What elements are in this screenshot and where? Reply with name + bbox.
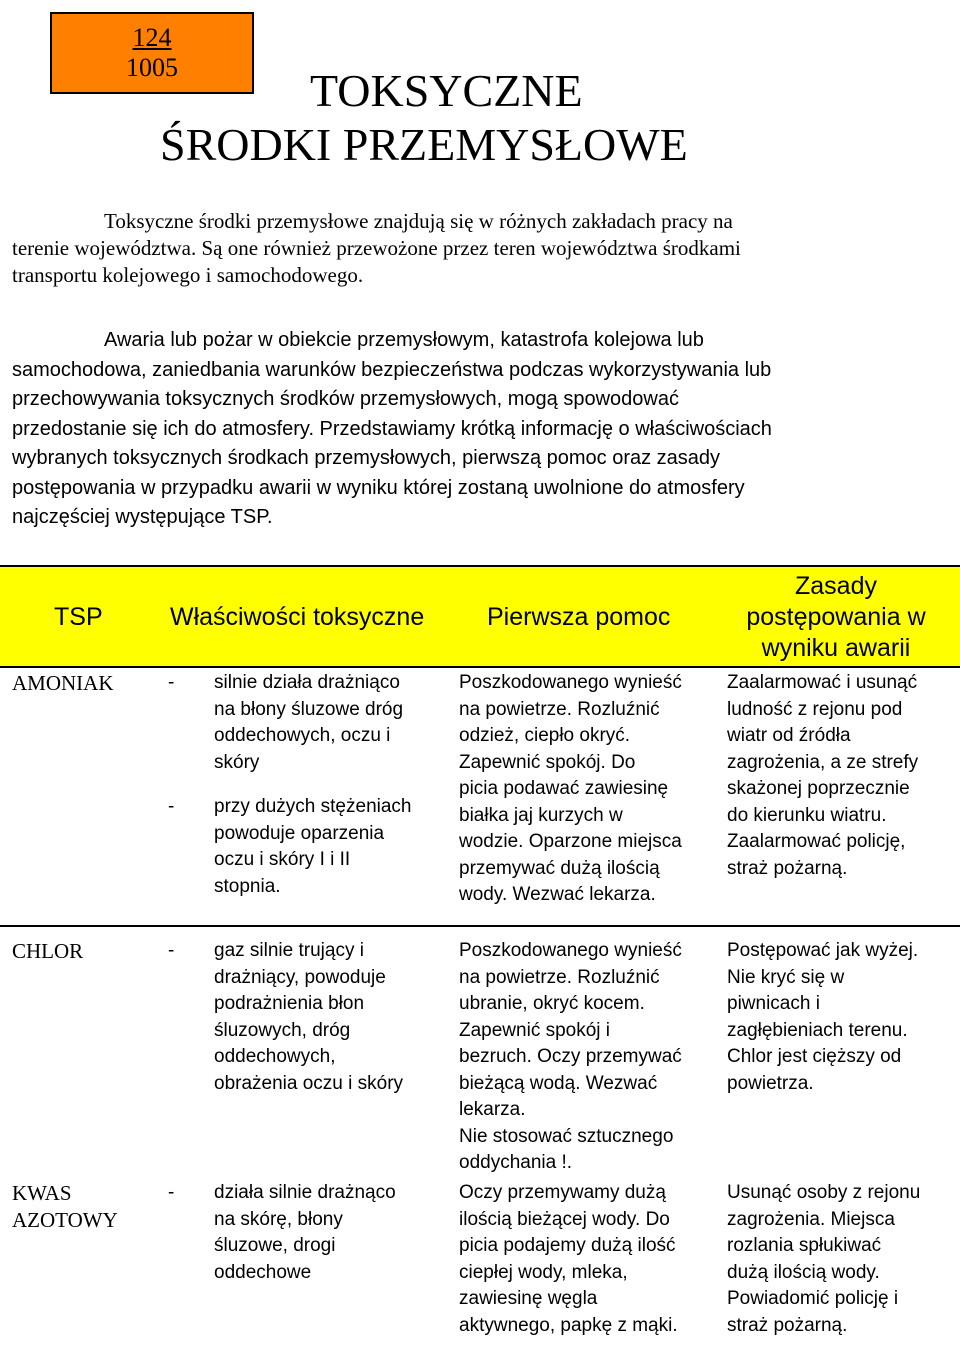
property-item: - gaz silnie trujący i drażniący, powoduje podrażnienia błon śluzowych, dróg oddechowych, obrażenia oczu i skóry bbox=[168, 940, 404, 1094]
hazard-code-2: 1005 bbox=[126, 53, 178, 82]
row-divider bbox=[0, 925, 960, 927]
rules-amoniak: Zaalarmować i usunąć ludność z rejonu pod wiatr od źródła zagrożenia, a ze strefy skażonej poprzecznie do kierunku wiatru. Zaalarmować policję, straż pożarną. bbox=[727, 672, 919, 879]
intro-paragraph-2: Awaria lub pożar w obiekcie przemysłowym, katastrofa kolejowa lub samochodowa, zaniedbania warunków bezpieczeństwa podczas wykorzystywania lub przechowywania toksycznych środków przemysłowych, mogą spowodować przedostanie się ich do atmosfery. Przedstawiamy krótką informację o właściwościach wybranych toksycznych środkach przemysłowych, pierwszą pomoc oraz zasady postępowania w przypadku awarii w wyniku której zostaną uwolnione do atmosfery najczęściej występujące TSP. bbox=[12, 329, 772, 528]
properties-chlor bbox=[168, 938, 443, 1115]
rules-chlor: Postępować jak wyżej. Nie kryć się w piwnicach i zagłębieniach terenu. Chlor jest cięższy od powietrza. bbox=[727, 940, 919, 1094]
property-item: - silnie działa drażniąco na błony śluzowe dróg oddechowych, oczu i skóry bbox=[168, 672, 404, 773]
first-aid-chlor: Poszkodowanego wynieść na powietrze. Rozluźnić ubranie, okryć kocem. Zapewnić spokój i bezruch. Oczy przemywać bieżącą wodą. Wezwać lekarza. Nie stosować sztucznego oddychania !. bbox=[459, 940, 682, 1173]
header-rules: Zasady postępowania w wyniku awarii bbox=[746, 572, 926, 662]
properties-kwas-azotowy bbox=[168, 1180, 443, 1304]
rules-kwas-azotowy: Usunąć osoby z rejonu zagrożenia. Miejsca rozlania spłukiwać dużą ilością wody. Powiadomić policję i straż pożarną. bbox=[727, 1182, 921, 1336]
table-header bbox=[0, 565, 960, 668]
hazard-code-1: 124 bbox=[132, 23, 172, 52]
header-tsp: TSP bbox=[54, 603, 103, 631]
row-name-chlor: CHLOR bbox=[12, 939, 84, 963]
first-aid-amoniak: Poszkodowanego wynieść na powietrze. Rozluźnić odzież, ciepło okryć. Zapewnić spokój. Do picia podawać zawiesinę białka jaj kurzych w wodzie. Oparzone miejsca przemywać dużą ilością wody. Wezwać lekarza. bbox=[459, 672, 682, 905]
hazard-code-badge bbox=[50, 12, 254, 94]
row-name-kwas-azotowy: KWAS AZOTOWY bbox=[12, 1181, 118, 1232]
property-item: - przy dużych stężeniach powoduje oparzenia oczu i skóry I i II stopnia. bbox=[168, 796, 412, 897]
intro-paragraph-1: Toksyczne środki przemysłowe znajdują się w różnych zakładach pracy na terenie województwa. Są one również przewożone przez teren województwa środkami transportu kolejowego i samochodowego. bbox=[12, 209, 741, 287]
header-first-aid: Pierwsza pomoc bbox=[487, 603, 671, 631]
header-properties: Właściwości toksyczne bbox=[170, 603, 425, 631]
property-item: - działa silnie drażnąco na skórę, błony śluzowe, drogi oddechowe bbox=[168, 1182, 396, 1283]
first-aid-kwas-azotowy: Oczy przemywamy dużą ilością bieżącej wody. Do picia podajemy dużą ilość ciepłej wody, mleka, zawiesinę węgla aktywnego, papkę z mąki. bbox=[459, 1182, 678, 1336]
row-name-amoniak: AMONIAK bbox=[12, 671, 114, 695]
properties-amoniak bbox=[168, 670, 443, 918]
